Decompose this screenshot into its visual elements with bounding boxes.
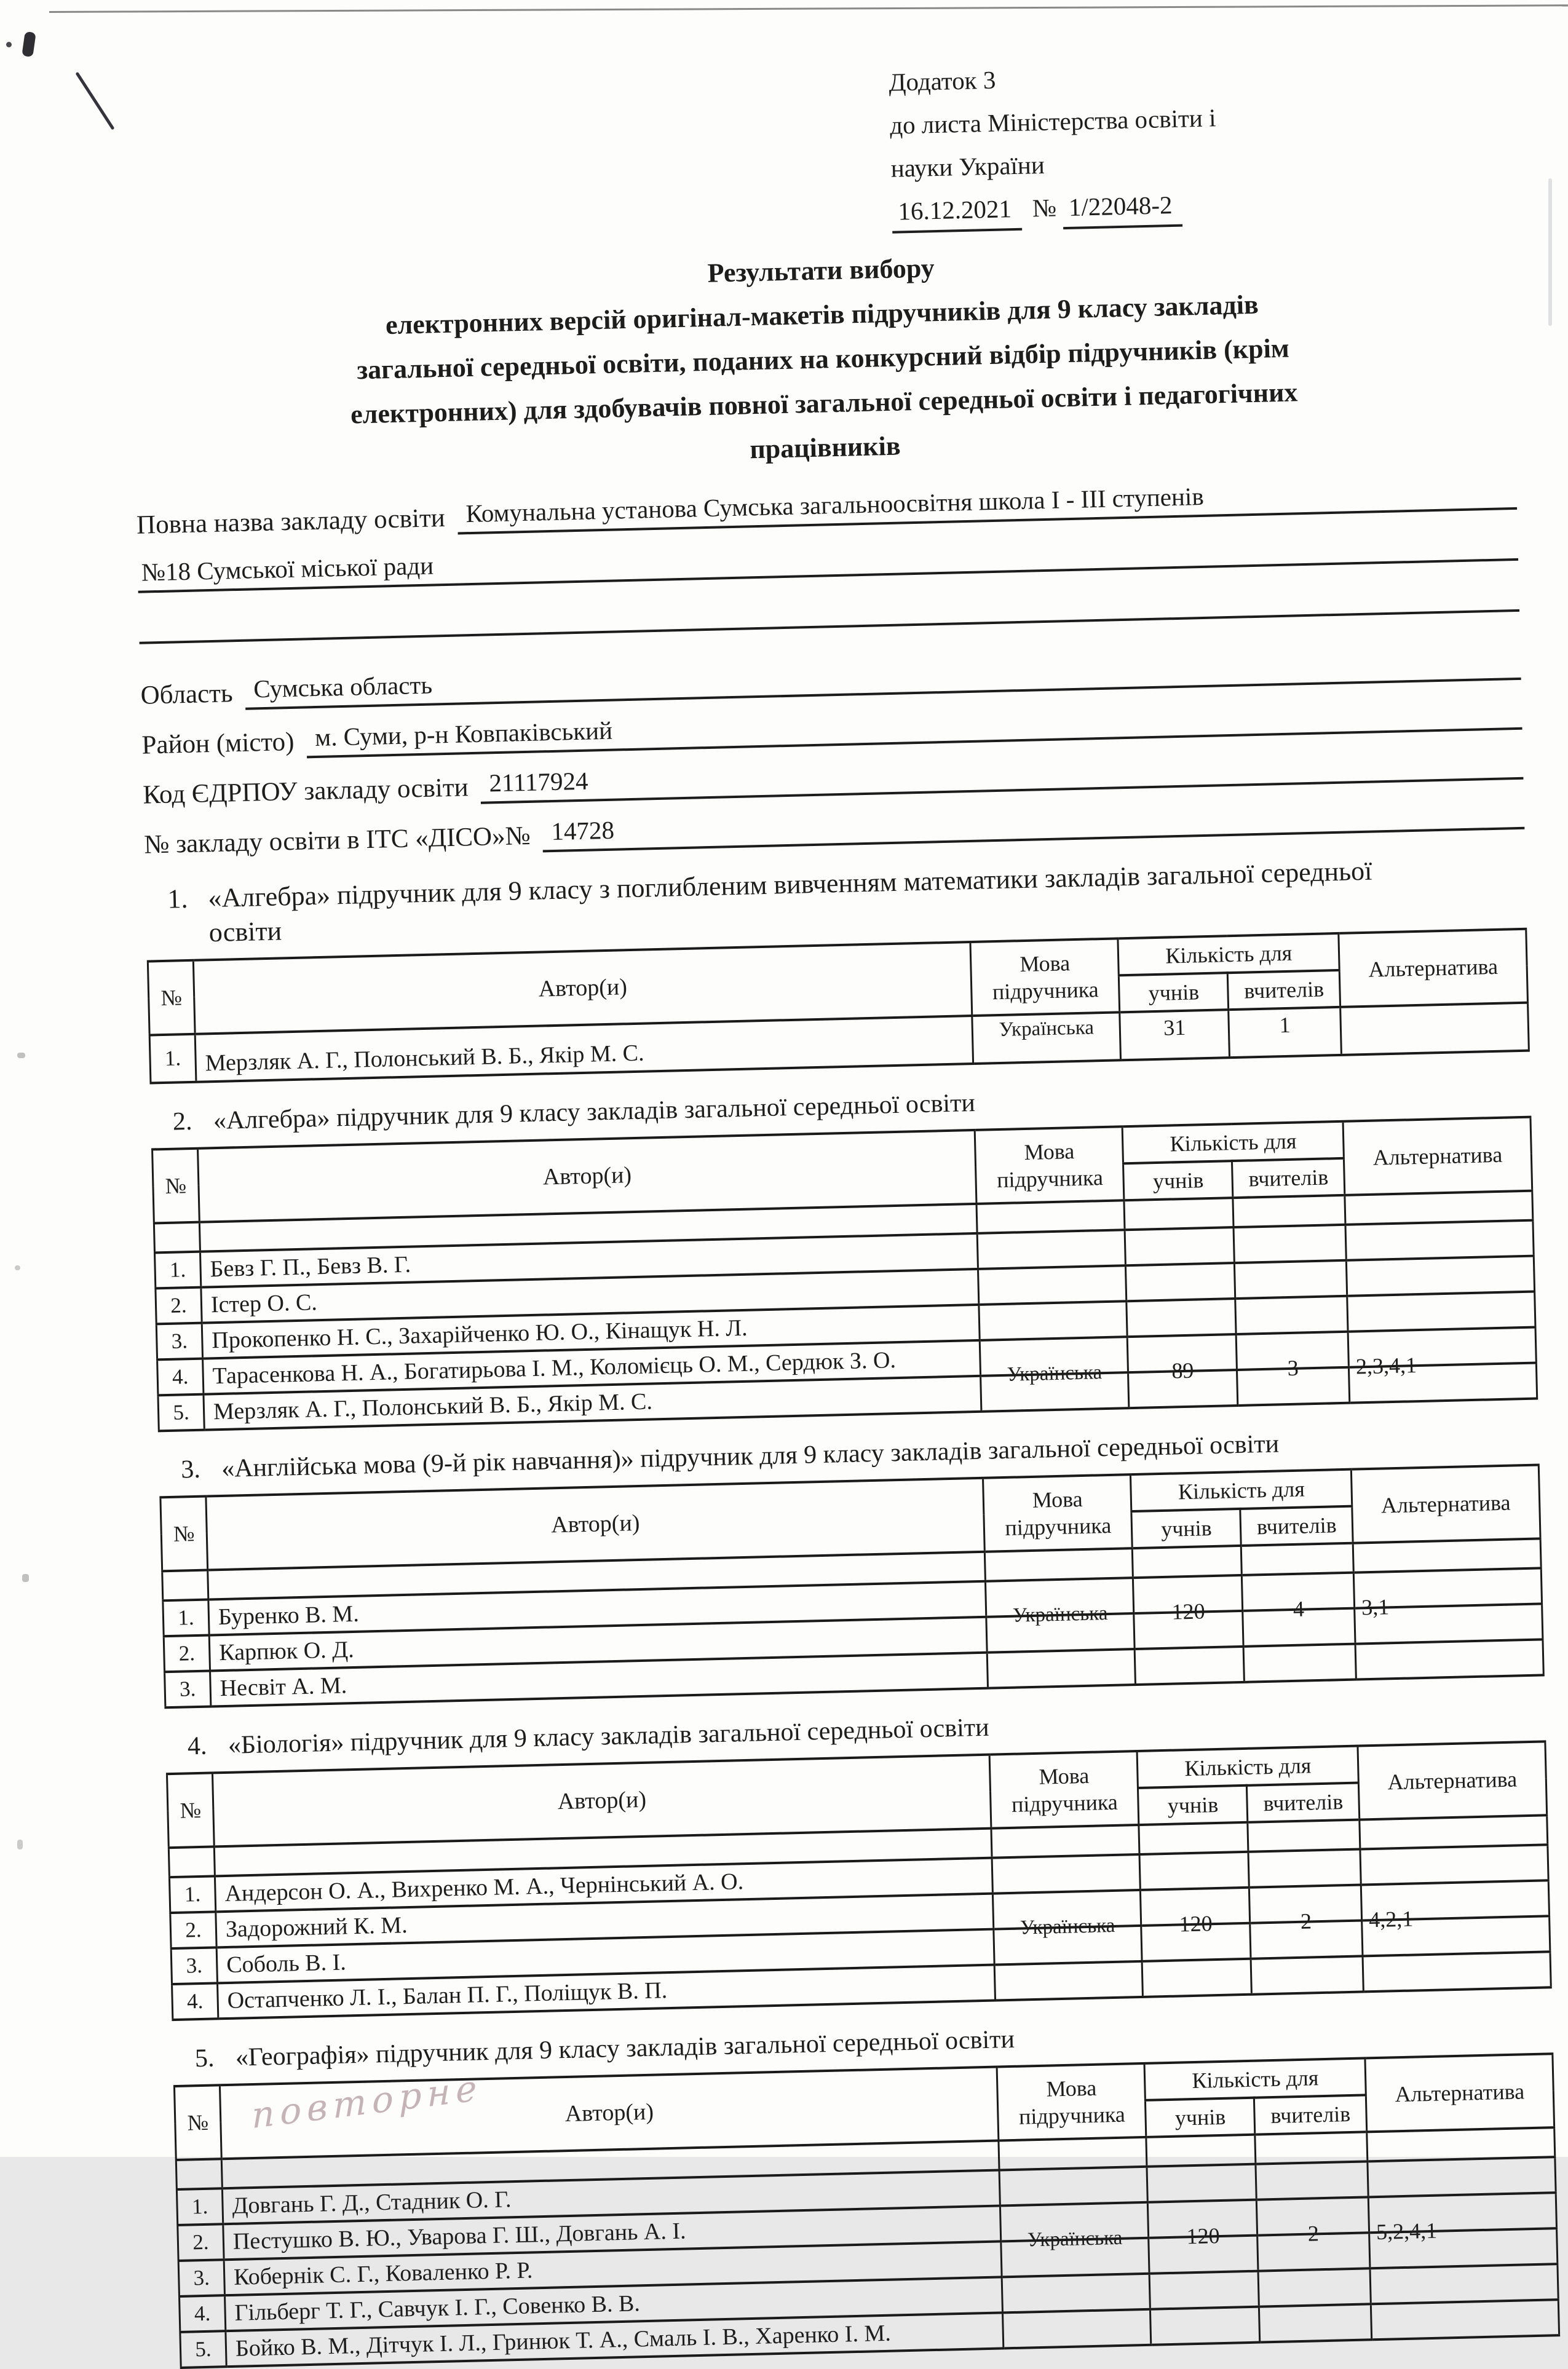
col-header-authors: Автор(и) [198,1130,977,1222]
cell-no: 3. [178,2260,224,2296]
cell-authors: Карпюк О. Д. [209,1617,988,1671]
cell-language: Українська [1020,1914,1115,1939]
field-school-name-line2: №18 Сумської міської ради [137,523,1518,593]
cell-alternative: 2,3,4,1 [1355,1353,1417,1379]
field-value: Сумська область [245,643,1521,710]
annex-reference-block [889,46,1510,234]
cell-alternative: 3,1 [1361,1594,1390,1620]
cell-language: Українська [972,1012,1121,1064]
col-header-authors: Автор(и) [206,1478,985,1570]
col-header-quantity: Кількість для [1131,1469,1352,1511]
col-header-students: учнів [1119,973,1229,1012]
cell-no: 4. [180,2295,226,2332]
field-value: 14728 [542,792,1525,853]
scan-speck [22,1574,29,1582]
field-value: 21117924 [480,742,1524,804]
cell-language: Українська [1007,1361,1103,1386]
textbook-table-2 [151,1116,1538,1433]
cell-no: 1. [149,1034,196,1083]
cell-language: Українська [1012,1602,1108,1627]
cell-authors: Істер О. С. [201,1269,980,1323]
handwritten-note: повторне [251,2066,483,2137]
number-sign: № [1032,193,1057,223]
annex-line: науки України [890,150,1045,183]
cell-alternative: 5,2,4,1 [1376,2218,1438,2245]
col-header-alternative: Альтернатива [1365,2054,1554,2132]
form-fields [136,472,1524,862]
title-line: електронних) для здобувачів повної загальної середньої освіти і педагогічних [350,377,1298,430]
cell-teachers: 1 [1229,1007,1341,1058]
col-header-no: № [167,1773,214,1848]
section-title-text: «Географія» підручник для 9 класу закладів загальної середньої освіти [235,2025,1015,2072]
col-header-language: Мова підручника [970,938,1120,1016]
field-label: № закладу освіти в ІТС «ДІСО»№ [143,821,531,860]
cell-teachers: 3 [1287,1355,1299,1381]
col-header-language: Мова підручника [983,1474,1133,1552]
letter-number: 1/22048-2 [1062,187,1182,230]
col-header-no: № [152,1149,200,1224]
cell-alternative: 4,2,1 [1368,1906,1414,1932]
document-content [126,46,1560,2369]
cell-no: 2. [156,1287,202,1324]
col-header-quantity: Кількість для [1122,1121,1344,1163]
ink-dot-artifact [6,42,12,47]
cell-no: 3. [156,1323,202,1360]
cell-no: 1. [176,2188,223,2225]
field-label: Код ЄДРПОУ закладу освіти [142,773,469,810]
cell-no: 1. [154,1252,200,1289]
textbook-table-3 [159,1463,1545,1709]
title-line: загальної середньої освіти, поданих на конкурсний відбір підручників (крім [356,333,1290,386]
col-header-alternative: Альтернатива [1343,1117,1532,1195]
section-number: 3. [180,1455,201,1484]
section-number: 5. [194,2044,215,2073]
textbook-table-4 [166,1740,1552,2021]
textbook-table-1 [147,928,1530,1085]
title-line: електронних версій оригінал-макетів підручників для 9 класу закладів [385,289,1259,341]
cell-students: 89 [1171,1358,1194,1383]
cell-authors: Бойко В. М., Дітчук І. Л., Гринюк Т. А., Смаль І. В., Харенко І. М. [226,2312,1004,2367]
cell-authors: Гільберг Т. Г., Савчук І. Г., Совенко В. В. [224,2277,1003,2331]
cell-students: 120 [1179,1911,1213,1937]
section-english [159,1420,1545,1709]
section-biology [165,1697,1552,2021]
field-value: м. Суми, р-н Ковпаківський [306,692,1522,759]
section-number: 2. [172,1107,193,1136]
col-header-teachers: вчителів [1228,970,1340,1010]
letter-date: 16.12.2021 [892,191,1022,234]
cell-authors: Буренко В. М. [208,1581,987,1635]
cell-authors: Остапченко Л. І., Балан П. Г., Поліщук В. П. [217,1965,996,2019]
title-line: працівників [749,430,901,465]
cell-teachers: 2 [1300,1908,1312,1934]
cell-authors: Несвіт А. М. [210,1653,989,1707]
cell-alternative [1340,1003,1529,1055]
col-header-teachers: вчителів [1232,1158,1345,1198]
col-header-authors: Автор(и) [193,942,972,1034]
col-header-students: учнів [1131,1509,1241,1548]
col-header-language: Мова підручника [990,1751,1139,1829]
section-number: 4. [187,1731,207,1761]
cell-no: 1. [163,1600,209,1637]
section-title-text: «Біологія» підручник для 9 класу закладів загальної середньої освіти [228,1713,990,1760]
section-algebra-advanced [145,850,1530,1085]
ink-blob-artifact [22,31,36,57]
cell-authors: Задорожний К. М. [216,1894,994,1948]
col-header-authors: Автор(и) [220,2067,999,2159]
cell-authors: Андерсон О. А., Вихренко М. А., Чернінський А. О. [215,1858,993,1912]
cell-authors: Мерзляк А. Г., Полонський В. Б., Якір М. С. [204,1376,982,1430]
col-header-students: учнів [1138,1786,1248,1825]
scan-speck [17,1053,25,1058]
cell-authors: Мерзляк А. Г., Полонський В. Б., Якір М. С. [195,1016,973,1082]
col-header-language: Мова підручника [975,1126,1125,1204]
annex-line: до листа Міністерства освіти і [889,103,1216,140]
col-header-quantity: Кількість для [1144,2058,1366,2100]
section-title-text: «Англійська мова (9-й рік навчання)» підручник для 9 класу закладів загальної середньої освіти [221,1430,1280,1483]
cell-no: 2. [178,2224,224,2261]
cell-no: 3. [171,1947,217,1984]
cell-language: Українська [1027,2226,1123,2251]
cell-authors: Пестушко В. Ю., Уварова Г. Ш., Довгань А. І. [223,2205,1002,2260]
col-header-alternative: Альтернатива [1358,1741,1547,1819]
col-header-alternative: Альтернатива [1351,1465,1540,1543]
col-header-alternative: Альтернатива [1339,929,1528,1007]
scan-speck [15,1265,20,1270]
col-header-teachers: вчителів [1240,1506,1353,1546]
field-label: Повна назва закладу освіти [136,503,446,540]
title-line: Результати вибору [707,253,935,288]
field-label: Область [140,679,234,710]
section-title-text: «Алгебра» підручник для 9 класу з поглибленим вивченням математики закладів загальної середньої освіти [207,855,1372,948]
cell-no: 3. [165,1671,211,1708]
col-header-no: № [174,2085,221,2160]
cell-no: 2. [164,1635,210,1672]
cell-no: 5. [158,1394,204,1431]
section-geography [172,2009,1560,2369]
cell-authors: Кобернік С. Г., Коваленко Р. Р. [224,2241,1002,2295]
cell-teachers: 4 [1293,1596,1305,1621]
cell-students: 120 [1186,2223,1221,2249]
col-header-no: № [148,960,195,1035]
cell-students: 31 [1120,1010,1230,1060]
cell-teachers: 2 [1307,2221,1320,2246]
section-algebra [150,1073,1538,1433]
cell-authors: Соболь В. І. [216,1929,995,1983]
col-header-teachers: вчителів [1254,2095,1367,2134]
col-header-quantity: Кількість для [1118,933,1339,975]
cell-authors: Тарасенкова Н. А., Богатирьова І. М., Коломієць О. М., Сердюк З. О. [203,1340,981,1394]
scan-speck [17,1840,23,1849]
field-label: Район (місто) [141,727,295,760]
cell-no: 1. [169,1876,215,1913]
col-header-authors: Автор(и) [212,1755,991,1847]
cell-authors: Прокопенко Н. С., Захарійченко Ю. О., Кінащук Н. Л. [202,1305,980,1359]
section-title-text: «Алгебра» підручник для 9 класу закладів загальної середньої освіти [213,1088,976,1136]
col-header-language: Мова підручника [997,2063,1147,2141]
col-header-quantity: Кількість для [1137,1746,1358,1788]
section-number: 1. [167,884,189,914]
field-value: Комунальна установа Сумська загальноосвітня школа І - ІІІ ступенів [457,472,1517,535]
cell-no: 4. [157,1359,204,1396]
cell-no: 2. [170,1912,216,1948]
col-header-no: № [160,1497,208,1572]
scan-streak [1548,178,1552,326]
pen-stroke-mark [75,72,114,130]
col-header-students: учнів [1123,1161,1233,1200]
document-title [130,232,1516,486]
cell-no: 5. [180,2331,226,2368]
cell-authors: Бевз Г. П., Бевз В. Г. [200,1233,978,1287]
scan-edge-line [49,4,1568,13]
col-header-students: учнів [1146,2098,1255,2137]
cell-no: 4. [172,1983,218,2020]
cell-students: 120 [1171,1599,1206,1624]
cell-authors: Довгань Г. Д., Стадник О. Г. [222,2170,1000,2224]
col-header-teachers: вчителів [1247,1783,1360,1822]
annex-line: Додаток 3 [888,65,996,97]
